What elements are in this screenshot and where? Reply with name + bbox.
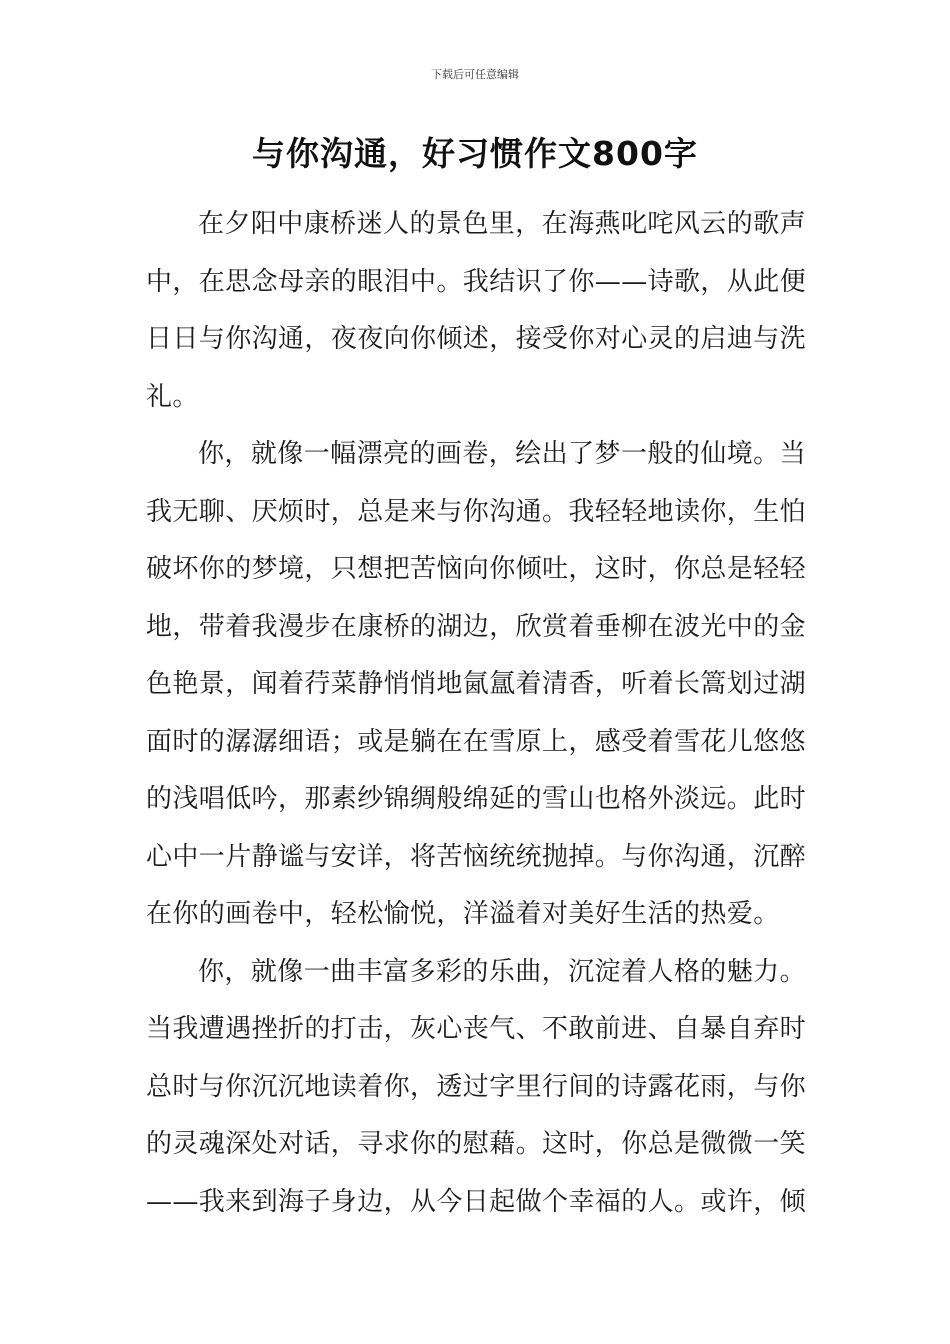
document-body <box>146 196 806 1231</box>
paragraph-1: 在夕阳中康桥迷人的景色里，在海燕叱咤风云的歌声中，在思念母亲的眼泪中。我结识了你——诗歌，从此便日日与你沟通，夜夜向你倾述，接受你对心灵的启迪与洗礼。 <box>146 209 807 412</box>
paragraph-2: 你，就像一幅漂亮的画卷，绘出了梦一般的仙境。当我无聊、厌烦时，总是来与你沟通。我轻轻地读你，生怕破坏你的梦境，只想把苦恼向你倾吐，这时，你总是轻轻地，带着我漫步在康桥的湖边，欣赏着垂柳在波光中的金色艳景，闻着荇菜静悄悄地氤氲着清香，听着长篙划过湖面时的潺潺细语；或是躺在在雪原上，感受着雪花儿悠悠的浅唱低吟，那素纱锦绸般绵延的雪山也格外淡远。此时心中一片静谧与安详，将苦恼统统抛掉。与你沟通，沉醉在你的画卷中，轻松愉悦，洋溢着对美好生活的热爱。 <box>146 439 807 929</box>
document-title: 与你沟通，好习惯作文800字 <box>252 134 698 173</box>
paragraph-3: 你，就像一曲丰富多彩的乐曲，沉淀着人格的魅力。当我遭遇挫折的打击，灰心丧气、不敢前进、自暴自弃时总时与你沉沉地读着你，透过字里行间的诗露花雨，与你的灵魂深处对话，寻求你的慰藉。这时，你总是微微一笑——我来到海子身边，从今日起做个幸福的人。或许，倾 <box>146 956 807 1217</box>
header-note: 下载后可任意编辑 <box>431 68 519 81</box>
